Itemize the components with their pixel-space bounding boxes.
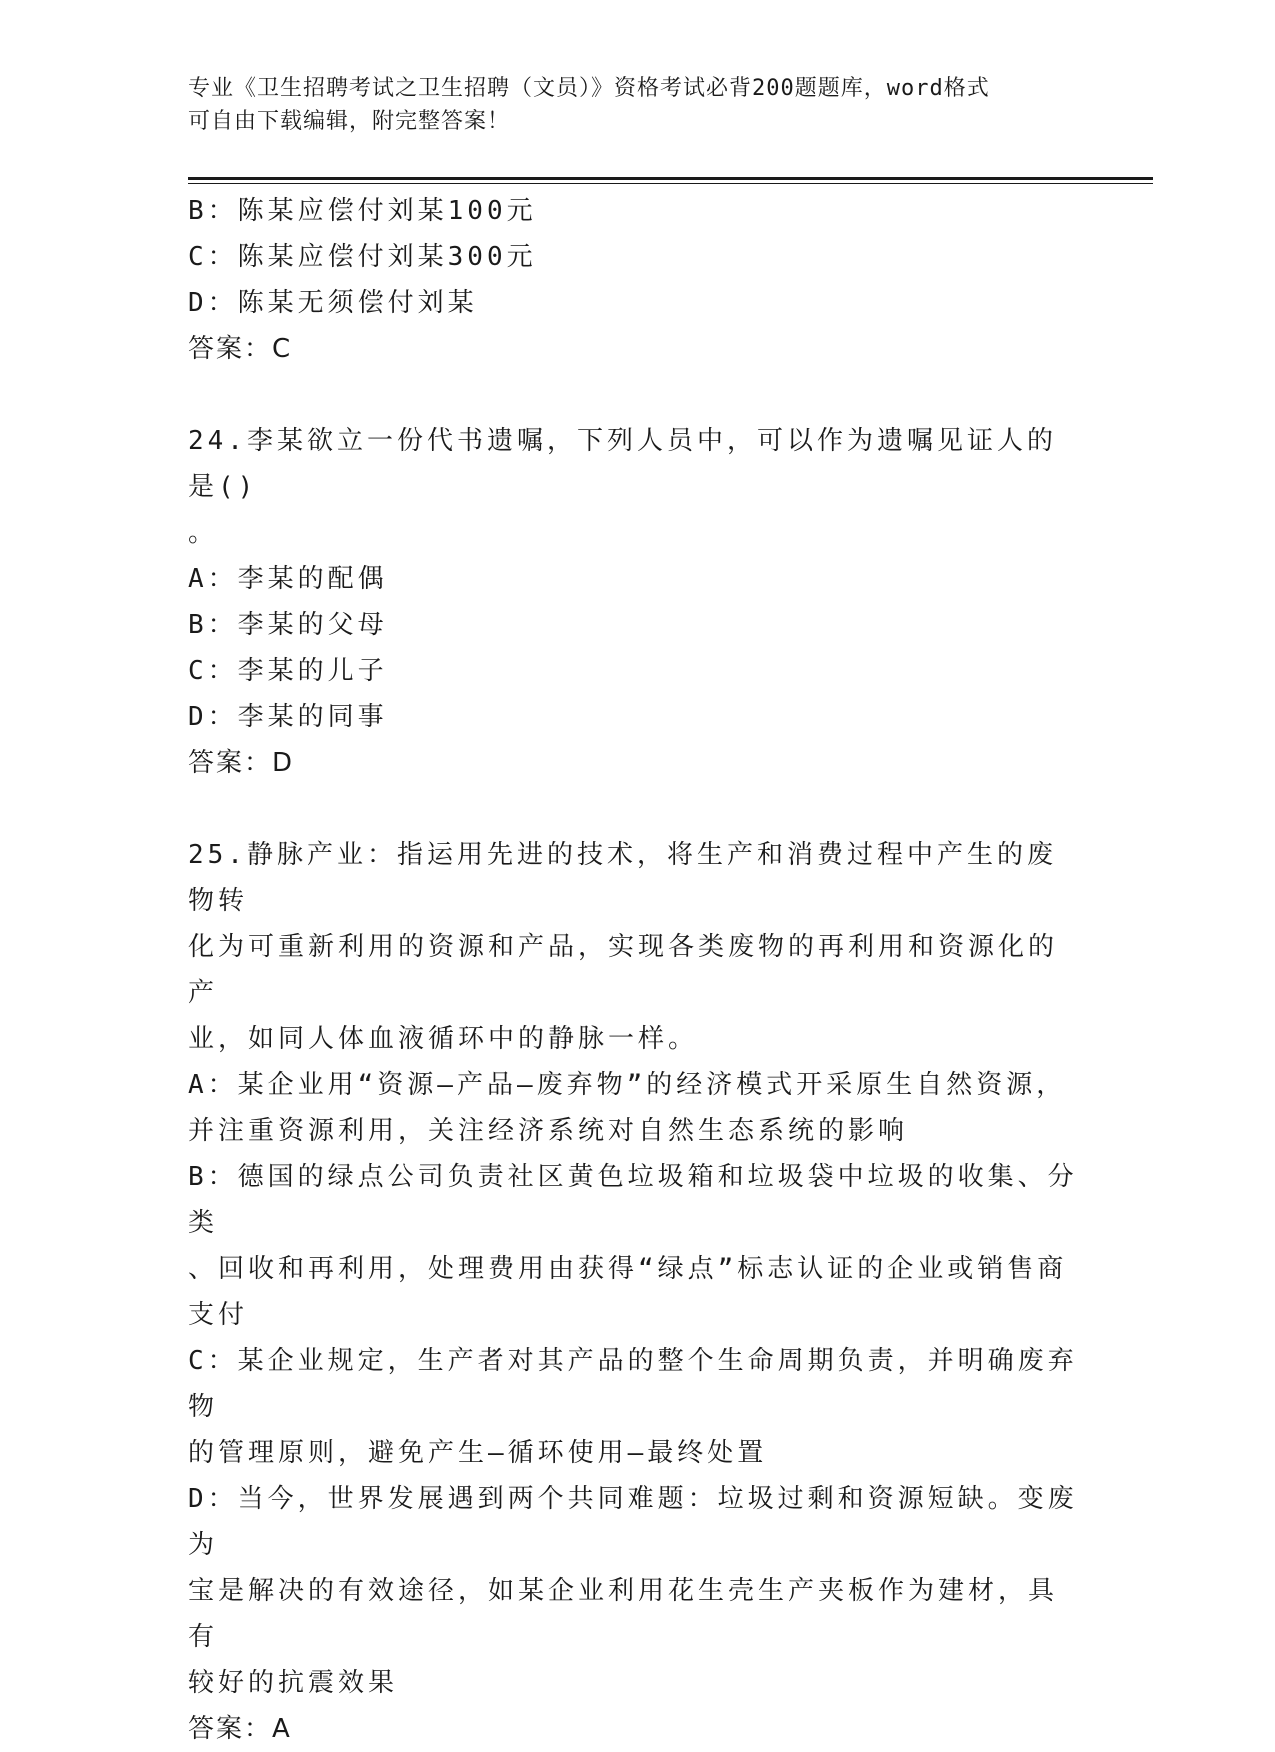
header-line-1: 专业《卫生招聘考试之卫生招聘（文员）》资格考试必背200题题库，word格式 [188,76,990,101]
option-a: A：李某的配偶 [188,564,388,594]
question-stem-line: 化为可重新利用的资源和产品，实现各类废物的再利用和资源化的产 [188,932,1059,1008]
option-c: C：陈某应偿付刘某300元 [188,242,537,272]
option-d: D：李某的同事 [188,702,388,732]
answer-line: 答案：D [188,748,295,778]
header-line-2: 可自由下载编辑，附完整答案！ [188,109,511,134]
document-header [188,72,1088,138]
option-d-line: 宝是解决的有效途径，如某企业利用花生壳生产夹板作为建材，具有 [188,1576,1059,1652]
header-divider-thin [188,183,1153,184]
question-stem-line: 业，如同人体血液循环中的静脉一样。 [188,1024,699,1054]
option-d-line: D：当今，世界发展遇到两个共同难题：垃圾过剩和资源短缺。变废为 [188,1484,1078,1560]
question-stem-line: 25.静脉产业：指运用先进的技术，将生产和消费过程中产生的废物转 [188,840,1057,916]
question-stem-continued: 。 [188,518,219,548]
answer-line: 答案：A [188,1714,292,1744]
option-a-line: A：某企业用“资源—产品—废弃物”的经济模式开采原生自然资源， [188,1070,1067,1100]
header-divider-thick [188,177,1153,180]
question-25 [188,832,1083,1752]
question-stem: 24.李某欲立一份代书遗嘱，下列人员中，可以作为遗嘱见证人的是() [188,426,1057,502]
option-d: D：陈某无须偿付刘某 [188,288,478,318]
spacer [188,372,1083,418]
option-b-line: B：德国的绿点公司负责社区黄色垃圾箱和垃圾袋中垃圾的收集、分类 [188,1162,1078,1238]
question-24 [188,418,1083,786]
option-a-line: 并注重资源利用，关注经济系统对自然生态系统的影响 [188,1116,909,1146]
question-23-tail [188,188,1083,372]
answer-line: 答案：C [188,334,293,364]
option-b-line: 支付 [188,1300,249,1330]
document-body [188,188,1083,1752]
spacer [188,786,1083,832]
option-c-line: C：某企业规定，生产者对其产品的整个生命周期负责，并明确废弃物 [188,1346,1078,1422]
option-d-line: 较好的抗震效果 [188,1668,399,1698]
option-b-line: 、回收和再利用，处理费用由获得“绿点”标志认证的企业或销售商 [188,1254,1068,1284]
option-b: B：李某的父母 [188,610,388,640]
option-c-line: 的管理原则，避免产生—循环使用—最终处置 [188,1438,768,1468]
option-c: C：李某的儿子 [188,656,388,686]
option-b: B：陈某应偿付刘某100元 [188,196,537,226]
